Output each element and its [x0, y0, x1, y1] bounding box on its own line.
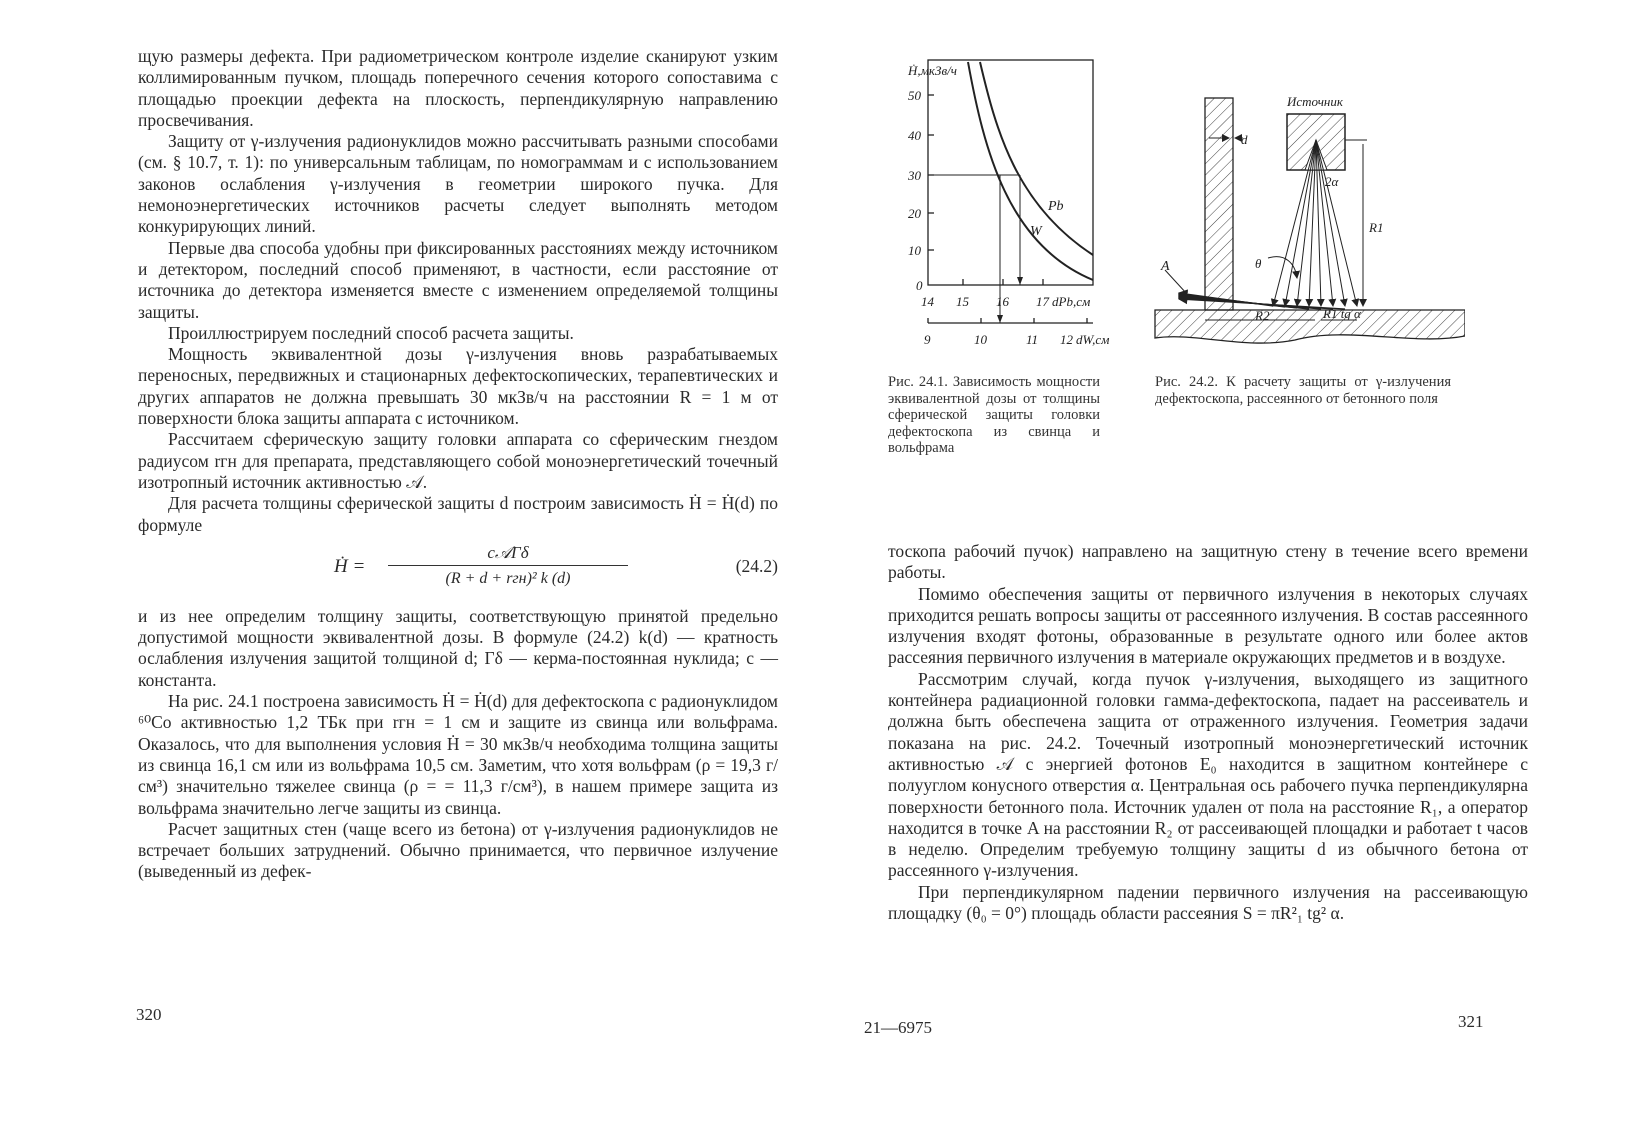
x-tick-label-w: 11 — [1026, 332, 1039, 347]
y-tick-label: 50 — [908, 88, 921, 103]
paragraph: Мощность эквивалентной дозы γ-излучения вновь разрабатываемых переносных, передвижных и стационарных дефектоскопических, терапевтических и других аппаратов не должна превышать 30 мкЗв/ч на расстоянии R = 1 м от поверхности блока защиты аппарата с источником. — [138, 344, 778, 429]
paragraph: При перпендикулярном падении первичного излучения на рассеивающую площадку (θ₀ = 0°) площадь области рассеяния S = πR²₁ tg² α. — [888, 881, 1528, 924]
caption-figure-24-1: Рис. 24.1. Зависимость мощности эквивалентной дозы от толщины сферической защиты головки дефектоскопа из свинца и вольфрама — [888, 374, 1100, 456]
x-tick-label-pb: 14 — [921, 294, 934, 309]
formula-lhs: Ḣ = — [334, 555, 366, 577]
formula-denominator: (R + d + rгн)² k (d) — [445, 570, 571, 588]
left-page — [0, 0, 820, 1138]
y-axis-label: Ḣ,мкЗв/ч — [908, 63, 957, 78]
x-tick-label-pb: 15 — [956, 294, 969, 309]
paragraph: На рис. 24.1 построена зависимость Ḣ = Ḣ(d) для дефектоскопа с радионуклидом ⁶⁰Co активностью 1,2 ТБк при rгн = 1 см и защите из свинца или вольфрама. Оказалось, что для выполнения условия Ḣ = 30 мкЗв/ч необходима толщина защиты из свинца 16,1 см или из вольфрама 10,5 см. Заметим, что хотя вольфрам (ρ = 19,3 г/см³) значительно тяжелее свинца (ρ = = 11,3 г/см³), в нашем примере защита из вольфрама значительно легче защиты из свинца. — [138, 691, 778, 818]
right-page — [820, 0, 1643, 1138]
y-tick-label: 20 — [908, 206, 921, 221]
paragraph: Защиту от γ-излучения радионуклидов можно рассчитывать разными способами (см. § 10.7, т. 1): по универсальным таблицам, по номограммам и с использованием законов ослабления γ-излучения в геометрии широкого пучка. Для немоноэнергетических источников расчеты следует выполнять методом конкурирующих линий. — [138, 131, 778, 237]
x-axis-label-pb: dPb,см — [1052, 294, 1091, 309]
page-number: 321 — [1458, 1012, 1484, 1031]
paragraph: Расчет защитных стен (чаще всего из бетона) от γ-излучения радионуклидов не встречает больших затруднений. Обычно принимается, что первичное излучение (выведенный из дефек- — [138, 818, 778, 882]
label-2alpha: 2α — [1325, 174, 1339, 189]
paragraph: Рассмотрим случай, когда пучок γ-излучения, выходящего из защитного контейнера радиационной головки гамма-дефектоскопа, падает на рассеиватель и должна быть обеспечена защита от отраженного излучения. Геометрия задачи показана на рис. 24.2. Точечный изотропный моноэнергетический источник активностью 𝒜 с энергией фотонов E₀ находится в защитном контейнере с полууглом конусного отверстия α. Центральная ось рабочего пучка перпендикулярна поверхности бетонного пола. Источник удален от пола на расстояние R₁, а оператор находится в точке A на расстоянии R₂ от рассеивающей площадки и работает t часов в неделю. Определим требуемую толщину защиты d из обычного бетона от рассеянного γ-излучения. — [888, 668, 1528, 881]
paragraph: Проиллюстрируем последний способ расчета защиты. — [168, 322, 574, 343]
scattered-rays — [1179, 293, 1345, 309]
paragraph: Первые два способа удобны при фиксированных расстояниях между источником и детектором, последний способ применяют, в частности, если расстояние от источника до детектора изменяется вместе с изменением определяемой толщины защиты. — [138, 237, 778, 322]
y-tick-label: 40 — [908, 128, 921, 143]
paragraph: тоскопа рабочий пучок) направлено на защитную стену в течение всего времени работы. — [888, 541, 1528, 583]
formula-numerator: c𝒜Γδ — [388, 542, 628, 566]
curve-label-w: W — [1030, 224, 1042, 239]
x-tick-label-pb: 16 — [996, 294, 1009, 309]
curve-label-pb: Pb — [1048, 199, 1064, 214]
protective-wall — [1205, 98, 1233, 310]
x-tick-label-w: 10 — [974, 332, 987, 347]
label-point-A: A — [1161, 259, 1170, 274]
label-wall-thickness: d — [1241, 132, 1248, 147]
x-tick-label-w: 12 — [1060, 332, 1073, 347]
plot-frame — [928, 60, 1093, 285]
curve-w — [968, 62, 1093, 280]
label-R1-tg-alpha: R1 tg α — [1323, 306, 1361, 321]
label-R2: R2 — [1255, 308, 1270, 323]
paragraph: и из нее определим толщину защиты, соответствующую принятой предельно допустимой мощности эквивалентной дозы. В формуле (24.2) k(d) — кратность ослабления излучения защитой толщиной d; Γδ — керма-постоянная нуклида; c — константа. — [138, 605, 778, 690]
figure-24-2 — [1145, 88, 1465, 358]
paragraph: Для расчета толщины сферической защиты d построим зависимость Ḣ = Ḣ(d) по формуле — [138, 493, 778, 535]
y-tick-label: 10 — [908, 243, 921, 258]
printer-signature: 21—6975 — [864, 1018, 932, 1037]
right-text-column — [888, 541, 1528, 924]
y-tick-label: 30 — [908, 168, 921, 183]
x-tick-label-pb: 17 — [1036, 294, 1049, 309]
caption-figure-24-2: Рис. 24.2. К расчету защиты от γ-излучения дефектоскопа, рассеянного от бетонного поля — [1155, 374, 1451, 407]
label-source: Источник — [1287, 94, 1343, 109]
concrete-floor — [1155, 310, 1465, 343]
formula-24-2 — [138, 542, 778, 598]
figure-24-1 — [888, 50, 1128, 355]
formula-fraction — [388, 542, 628, 590]
x-axis-label-w: dW,см — [1076, 332, 1110, 347]
paragraph: Рассчитаем сферическую защиту головки аппарата со сферическим гнездом радиусом rгн для препарата, представляющего собой моноэнергетический точечный изотропный источник активностью 𝒜. — [138, 429, 778, 492]
formula-number: (24.2) — [735, 555, 778, 576]
paragraph: щую размеры дефекта. При радиометрическом контроле изделие сканируют узким коллимированным пучком, площадь поперечного сечения которого сопоставима с площадью проекции дефекта на плоскость, перпендикулярную направлению просвечивания. — [138, 46, 778, 130]
y-tick-label: 0 — [916, 278, 923, 293]
label-R1: R1 — [1369, 220, 1384, 235]
label-theta: θ — [1255, 256, 1262, 271]
x-tick-label-w: 9 — [924, 332, 931, 347]
left-text-column — [138, 46, 778, 883]
page-number: 320 — [136, 1005, 162, 1024]
paragraph: Помимо обеспечения защиты от первичного излучения в некоторых случаях приходится решать вопросы защиты от рассеянного излучения. В состав рассеянного излучения входят фотоны, образованные в результате одного или более актов рассеяния первичного излучения в материале окружающих предметов и в воздухе. — [888, 583, 1528, 668]
